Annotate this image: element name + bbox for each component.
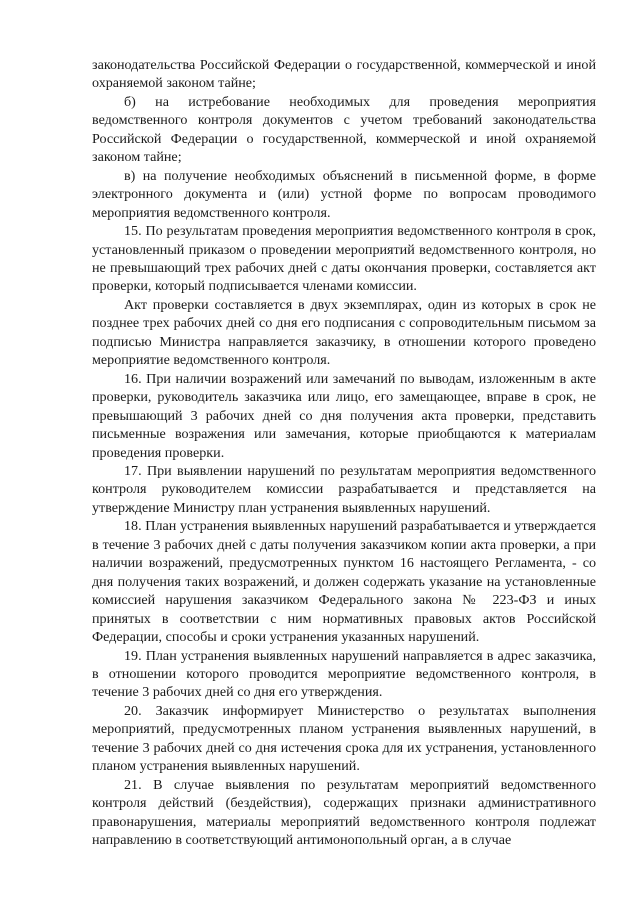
paragraph-clause-16: 16. При наличии возражений или замечаний по выводам, изложенным в акте проверки, руководитель заказчика или лицо, его замещающее, вправе в срок, не превышающий 3 рабочих дней со дня получения акта проверки, представить письменные возражения или замечания, которые приобщаются к материалам проведения проверки. — [92, 370, 596, 461]
paragraph-item-b: б) на истребование необходимых для проведения мероприятия ведомственного контроля документов с учетом требований законодательства Российской Федерации о государственной, коммерческой и иной охраняемой законом тайне; — [92, 93, 596, 166]
paragraph-clause-19: 19. План устранения выявленных нарушений направляется в адрес заказчика, в отношении которого проводится мероприятие ведомственного контроля, в течение 3 рабочих дней со дня его утверждения. — [92, 647, 596, 701]
paragraph-act-copies: Акт проверки составляется в двух экземплярах, один из которых в срок не позднее трех рабочих дней со дня его подписания с сопроводительным письмом за подписью Министра направляется заказчику, в отношении которого проведено мероприятие ведомственного контроля. — [92, 296, 596, 369]
paragraph-clause-15: 15. По результатам проведения мероприятия ведомственного контроля в срок, установленный приказом о проведении мероприятий ведомственного контроля, но не превышающий трех рабочих дней с даты окончания проверки, составляется акт проверки, который подписывается членами комиссии. — [92, 223, 596, 295]
paragraph-continuation: законодательства Российской Федерации о государственной, коммерческой и иной охраняемой законом тайне; — [92, 57, 596, 92]
document-body — [92, 56, 596, 849]
paragraph-clause-18: 18. План устранения выявленных нарушений разрабатывается и утверждается в течение 3 рабочих дней с даты получения заказчиком копии акта проверки, а при наличии возражений, предусмотренных пунктом 16 настоящего Регламента, - со дня получения таких возражений, и должен содержать указание на установленные комиссией нарушения заказчиком Федерального закона № 223-ФЗ и иных принятых в соответствии с ним нормативных правовых актов Российской Федерации, способы и сроки устранения указанных нарушений. — [92, 518, 596, 646]
paragraph-clause-17: 17. При выявлении нарушений по результатам мероприятия ведомственного контроля руководителем комиссии разрабатывается и представляется на утверждение Министру план устранения выявленных нарушений. — [92, 462, 596, 516]
paragraph-clause-20: 20. Заказчик информирует Министерство о результатах выполнения мероприятий, предусмотренных планом устранения выявленных нарушений, в течение 3 рабочих дней со дня истечения срока для их устранения, установленного планом устранения выявленных нарушений. — [92, 702, 596, 775]
paragraph-clause-21: 21. В случае выявления по результатам мероприятий ведомственного контроля действий (бездействия), содержащих признаки административного правонарушения, материалы мероприятий ведомственного контроля подлежат направлению в соответствующий антимонопольный орган, а в случае — [92, 776, 596, 849]
paragraph-item-v: в) на получение необходимых объяснений в письменной форме, в форме электронного документа и (или) устной форме по вопросам проводимого мероприятия ведомственного контроля. — [92, 167, 596, 221]
